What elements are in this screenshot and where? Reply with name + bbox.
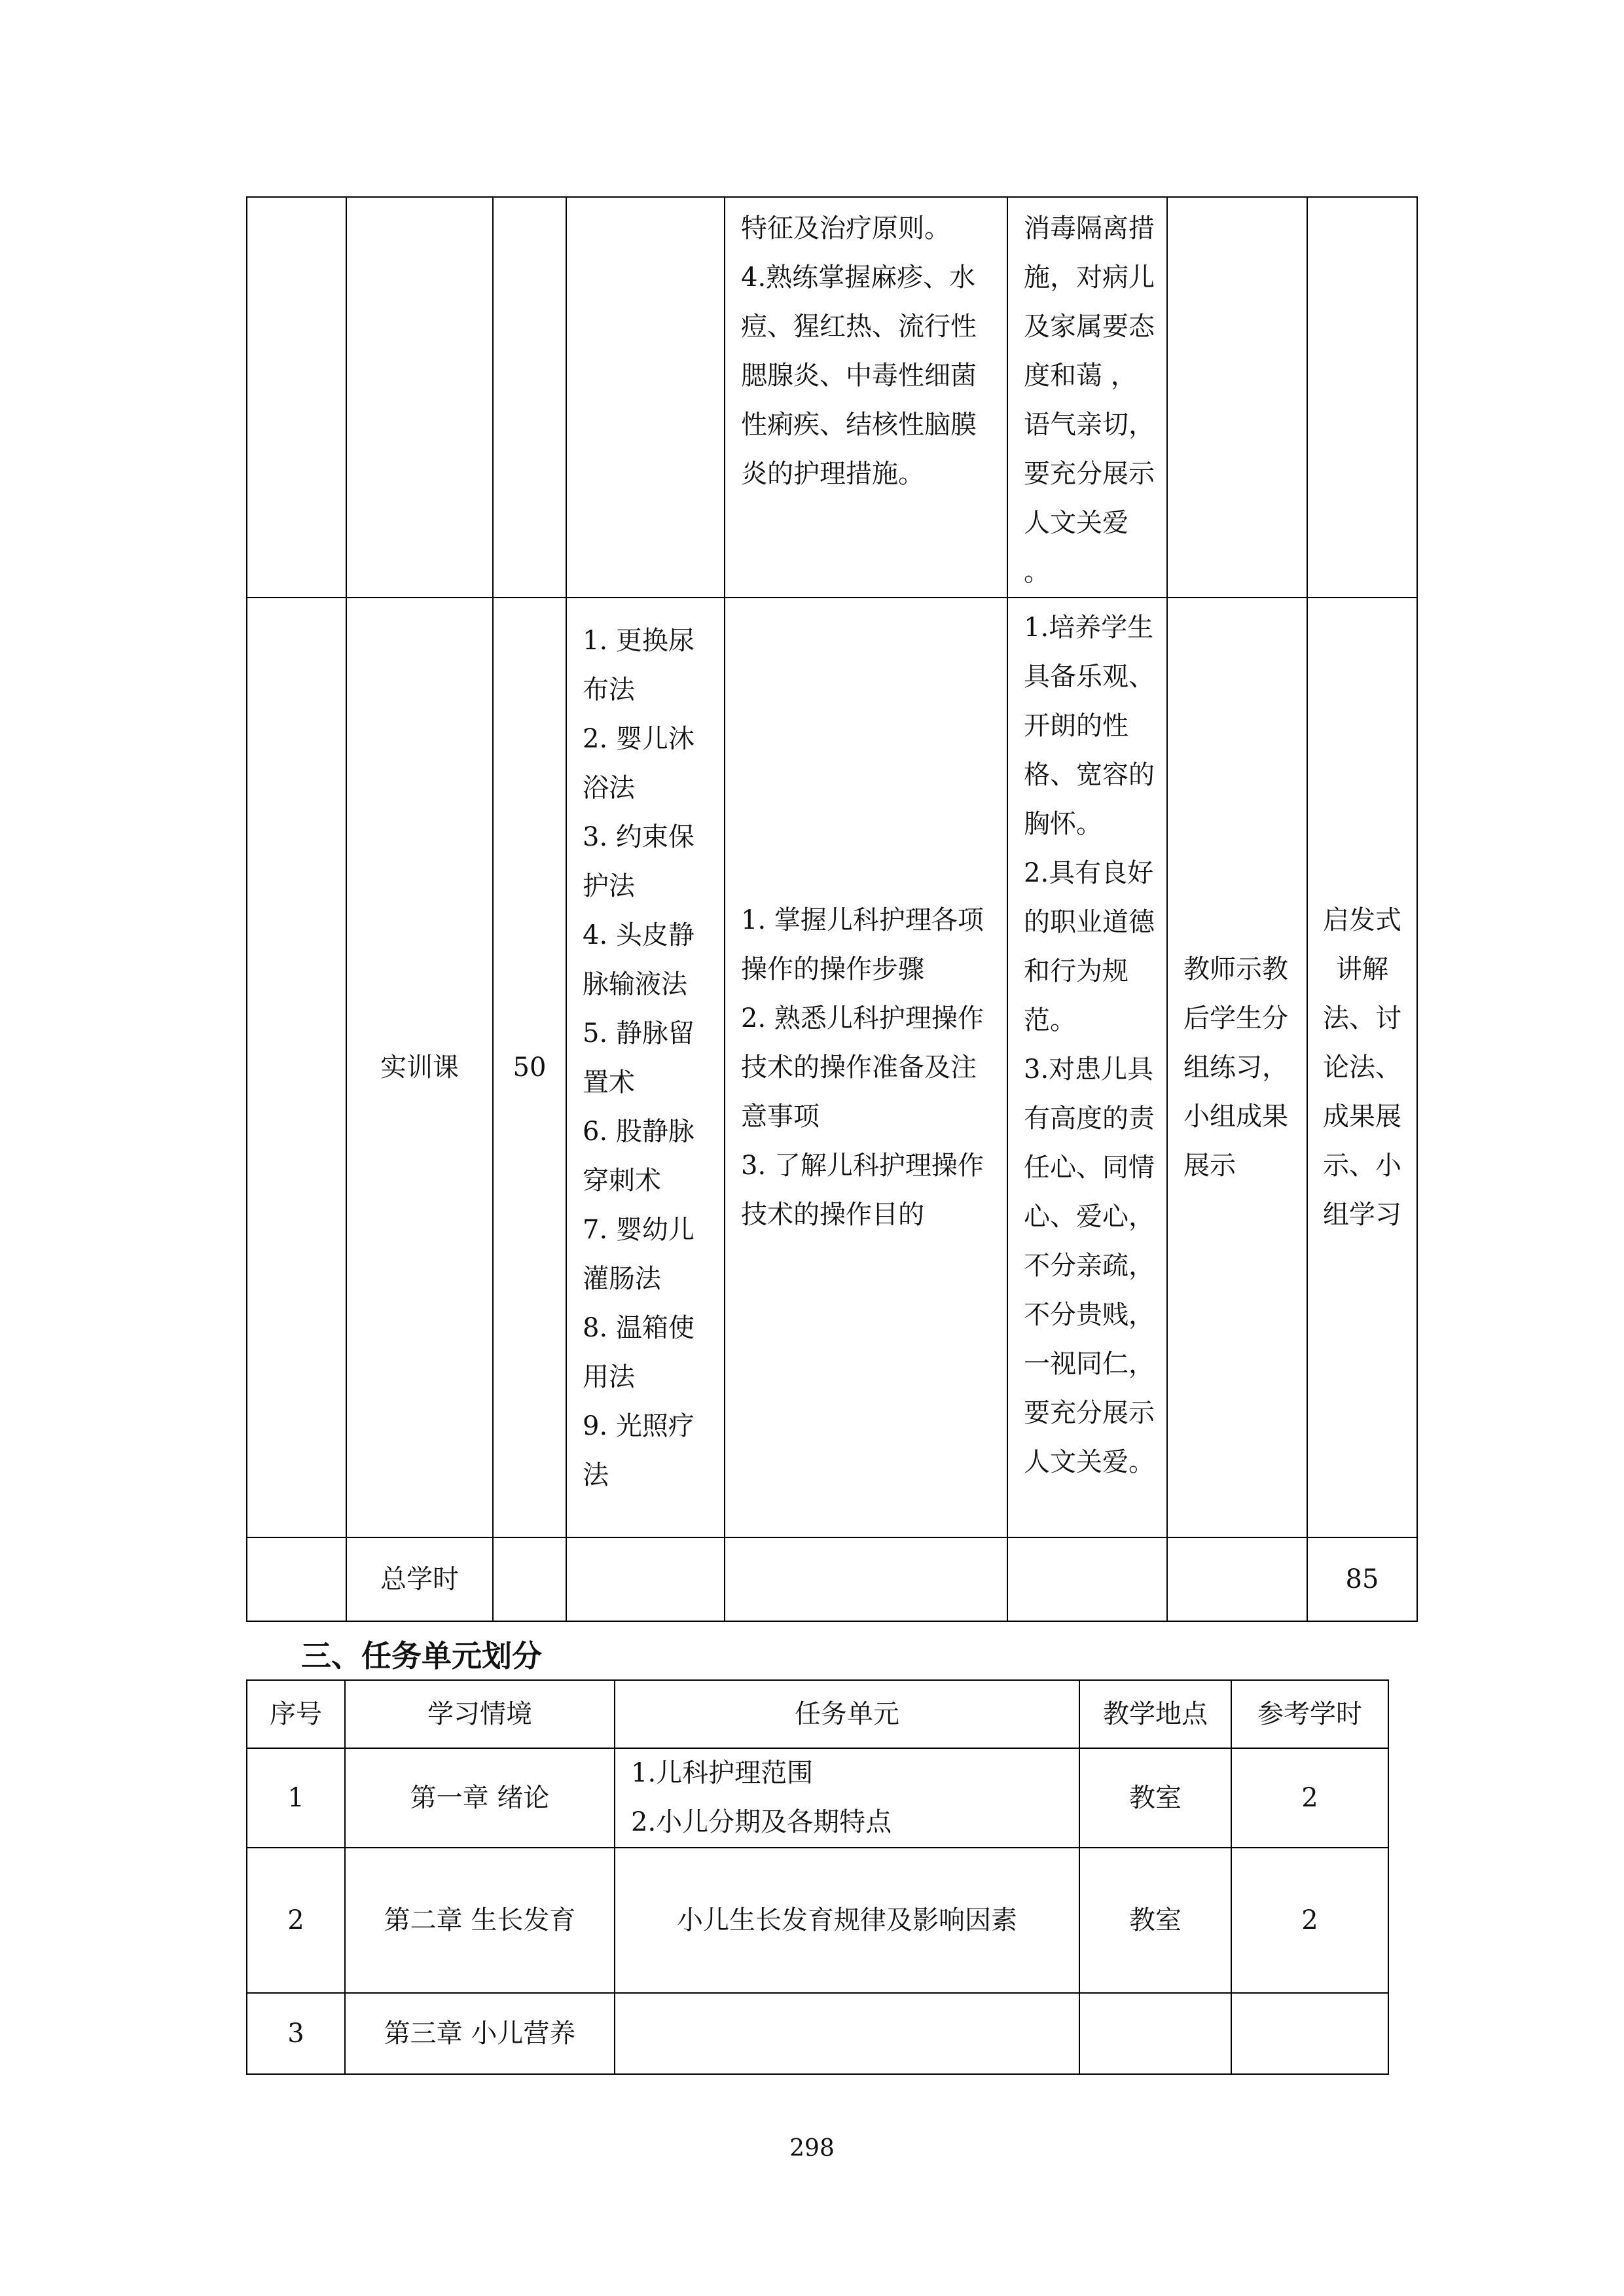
task-unit-table [246,1679,1389,2075]
course-plan-table [246,196,1418,1622]
total-label-cell: 总学时 [346,1537,493,1621]
method-cell [1167,197,1307,598]
row-number: 2 [247,1848,345,1993]
table-header-row [247,1680,1388,1748]
column-header: 参考学时 [1231,1680,1388,1748]
unit-cell: 1.儿科护理范围 2.小儿分期及各期特点 [615,1748,1079,1848]
table-row [247,1748,1388,1848]
table-cell [247,598,346,1537]
place-cell [1079,1993,1231,2074]
table-cell [725,1537,1007,1621]
method-cell: 教师示教后学生分组练习，小组成果展示 [1167,598,1307,1537]
row-number: 1 [247,1748,345,1848]
table-cell [247,197,346,598]
column-header: 教学地点 [1079,1680,1231,1748]
mode-cell: 启发式讲解法、讨论法、成果展示、小组学习 [1307,598,1417,1537]
situation-cell: 第三章 小儿营养 [345,1993,615,2074]
table-cell [493,1537,566,1621]
mode-cell [1307,197,1417,598]
objectives-cell: 特征及治疗原则。 4.熟练掌握麻疹、水痘、猩红热、流行性腮腺炎、中毒性细菌性痢疾、结核性脑膜炎的护理措施。 [725,197,1007,598]
column-header: 序号 [247,1680,345,1748]
table-cell [346,197,493,598]
hours-cell: 2 [1231,1848,1388,1993]
table-cell [1007,1537,1167,1621]
ideology-cell: 1.培养学生具备乐观、开朗的性格、宽容的胸怀。 2.具有良好的职业道德和行为规范。 3.对患儿具有高度的责任心、同情心、爱心，不分亲疏，不分贵贱，一视同仁，要充分展示人文关爱。 [1007,598,1167,1537]
table-row [247,197,1417,598]
table-row [247,598,1417,1537]
table-cell [1167,1537,1307,1621]
content-cell: 1. 更换尿布法 2. 婴儿沐浴法 3. 约束保护法 4. 头皮静脉输液法 5. 静脉留置术 6. 股静脉穿刺术 7. 婴幼儿灌肠法 8. 温箱使用法 9. 光照疗法 [566,598,725,1537]
table-row [247,1848,1388,1993]
course-name-cell: 实训课 [346,598,493,1537]
situation-cell: 第一章 绪论 [345,1748,615,1848]
section-heading: 三、任务单元划分 [301,1638,542,1674]
objectives-cell: 1. 掌握儿科护理各项操作的操作步骤 2. 熟悉儿科护理操作技术的操作准备及注意事项 3. 了解儿科护理操作技术的操作目的 [725,598,1007,1537]
ideology-cell: 消毒隔离措施，对病儿及家属要态度和蔼 ，语气亲切，要充分展示人文关爱 。 [1007,197,1167,598]
hours-cell: 2 [1231,1748,1388,1848]
unit-cell [615,1993,1079,2074]
column-header: 学习情境 [345,1680,615,1748]
table-cell [247,1537,346,1621]
row-number: 3 [247,1993,345,2074]
table-cell [493,197,566,598]
total-hours-cell: 85 [1307,1537,1417,1621]
hours-cell [1231,1993,1388,2074]
table-cell [566,197,725,598]
table-cell [566,1537,725,1621]
place-cell: 教室 [1079,1748,1231,1848]
table-row [247,1537,1417,1621]
situation-cell: 第二章 生长发育 [345,1848,615,1993]
place-cell: 教室 [1079,1848,1231,1993]
table-row [247,1993,1388,2074]
hours-cell: 50 [493,598,566,1537]
unit-cell: 小儿生长发育规律及影响因素 [615,1848,1079,1993]
column-header: 任务单元 [615,1680,1079,1748]
page-number: 298 [789,2135,835,2162]
